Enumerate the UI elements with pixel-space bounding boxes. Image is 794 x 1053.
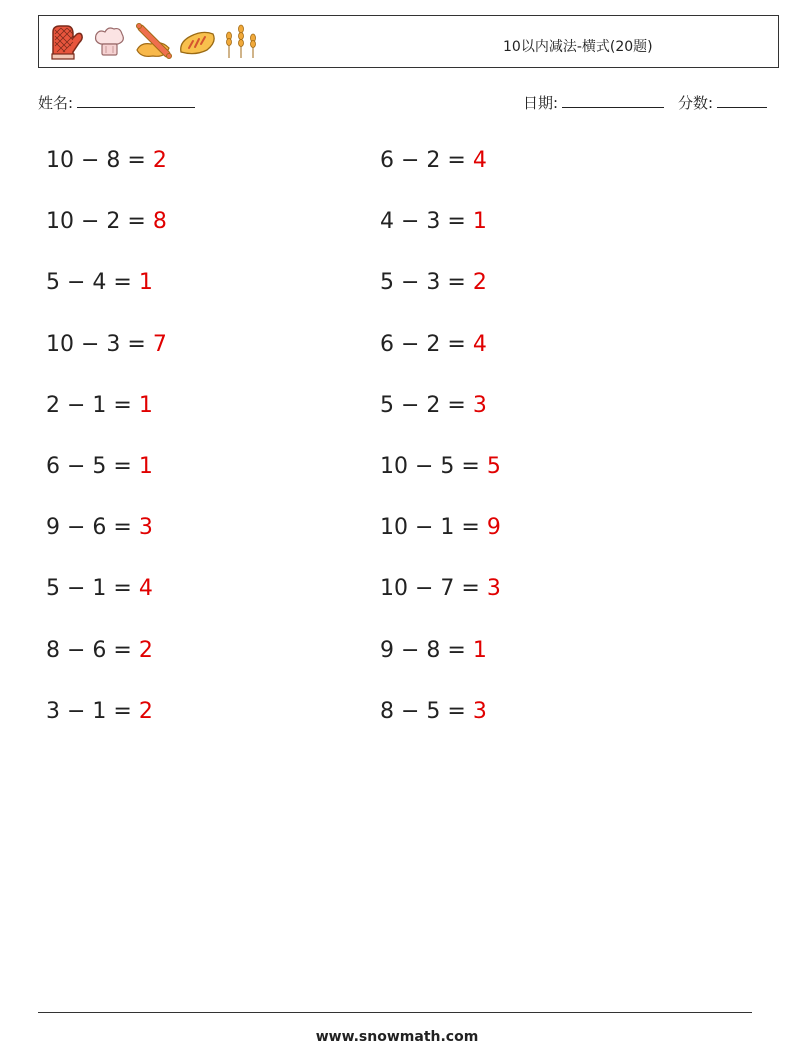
problem-item xyxy=(380,148,487,173)
problem-question: 5 − 2 = xyxy=(380,392,473,418)
problem-question: 8 − 6 = xyxy=(46,637,139,663)
problem-question: 10 − 5 = xyxy=(380,454,487,479)
problem-question: 10 − 7 = xyxy=(380,576,487,602)
problem-answer: 7 xyxy=(152,331,167,357)
problem-answer: 1 xyxy=(472,209,487,235)
problem-answer: 8 xyxy=(152,209,167,235)
problem-answer: 5 xyxy=(486,454,501,479)
problem-answer: 4 xyxy=(472,331,487,357)
problem-item xyxy=(46,454,153,479)
worksheet-title: 10以内减法-横式(20题) xyxy=(503,39,653,55)
problem-answer: 3 xyxy=(472,392,487,418)
problem-item xyxy=(46,393,153,418)
problem-question: 6 − 5 = xyxy=(46,454,139,479)
problem-item xyxy=(380,209,487,234)
problem-answer: 4 xyxy=(138,576,153,602)
problem-question: 5 − 3 = xyxy=(380,270,473,296)
problem-item xyxy=(380,638,487,663)
problem-item xyxy=(380,332,487,357)
problem-question: 6 − 2 = xyxy=(380,148,473,173)
problem-answer: 9 xyxy=(486,515,501,541)
problem-item xyxy=(46,576,153,601)
footer-url: www.snowmath.com xyxy=(315,1029,479,1045)
problem-item xyxy=(380,515,501,540)
problem-item xyxy=(380,699,487,724)
problem-item xyxy=(380,576,501,601)
footer-divider xyxy=(38,1012,752,1013)
problem-item xyxy=(380,454,501,479)
problem-item xyxy=(380,393,487,418)
problem-question: 10 − 2 = xyxy=(46,209,153,235)
problem-item xyxy=(46,332,167,357)
problem-answer: 2 xyxy=(138,698,153,724)
problem-question: 5 − 4 = xyxy=(46,270,139,296)
problem-answer: 1 xyxy=(138,454,153,479)
problem-question: 9 − 6 = xyxy=(46,515,139,541)
problem-answer: 1 xyxy=(138,392,153,418)
problem-item xyxy=(46,148,167,173)
problem-answer: 1 xyxy=(138,270,153,296)
problem-answer: 2 xyxy=(138,637,153,663)
problem-question: 2 − 1 = xyxy=(46,392,139,418)
date-label: 日期: xyxy=(523,94,559,112)
problem-item xyxy=(46,638,153,663)
name-label: 姓名: xyxy=(38,94,74,112)
problem-answer: 2 xyxy=(472,270,487,296)
problem-answer: 1 xyxy=(472,637,487,663)
problem-answer: 3 xyxy=(138,515,153,541)
problem-question: 3 − 1 = xyxy=(46,698,139,724)
problem-question: 6 − 2 = xyxy=(380,331,473,357)
problem-answer: 4 xyxy=(472,148,487,173)
problem-answer: 2 xyxy=(152,148,167,173)
problem-question: 10 − 1 = xyxy=(380,515,487,541)
problem-answer: 3 xyxy=(472,698,487,724)
problem-question: 9 − 8 = xyxy=(380,637,473,663)
problem-question: 10 − 3 = xyxy=(46,331,153,357)
problem-item xyxy=(46,270,153,295)
problem-question: 10 − 8 = xyxy=(46,148,153,173)
problem-item xyxy=(380,270,487,295)
problem-question: 8 − 5 = xyxy=(380,698,473,724)
problem-question: 5 − 1 = xyxy=(46,576,139,602)
problem-item xyxy=(46,699,153,724)
problem-item xyxy=(46,515,153,540)
problem-question: 4 − 3 = xyxy=(380,209,473,235)
score-label: 分数: xyxy=(678,94,714,112)
problem-answer: 3 xyxy=(486,576,501,602)
problem-item xyxy=(46,209,167,234)
